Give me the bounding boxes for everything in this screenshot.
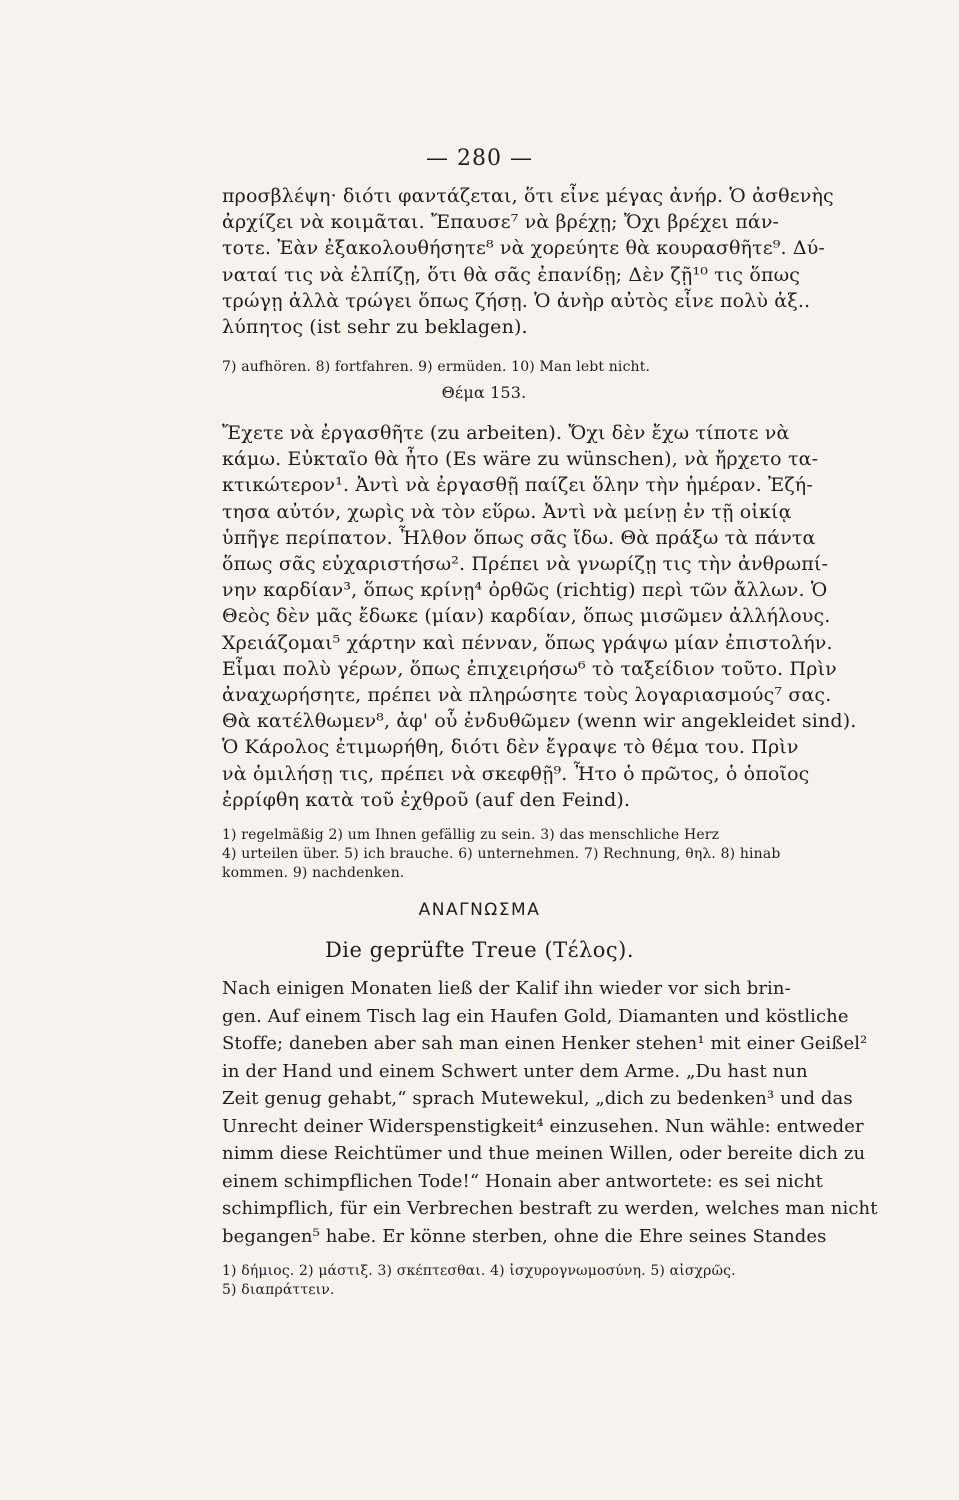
footnote-line: kommen. 9) nachdenken. <box>222 865 405 881</box>
text-line: Ἔχετε νὰ ἐργασθῆτε (zu arbeiten). Ὄχι δὲν ἔχω τίποτε νὰ <box>222 422 790 444</box>
footnote-line: 1) δήμιος. 2) μάστιξ. 3) σκέπτεσθαι. 4) ἰσχυρογνωμοσύνη. 5) αἰσχρῶς. <box>222 1263 736 1279</box>
text-line: ὅπως σᾶς εὐχαριστήσω². Πρέπει νὰ γνωρίζῃ τις τὴν ἀνθρωπί- <box>222 553 829 576</box>
text-line: ὑπῆγε περίπατον. Ἦλθον ὅπως σᾶς ἴδω. Θὰ πράξω τὰ πάντα <box>222 526 816 549</box>
text-line: ναταί τις νὰ ἐλπίζῃ, ὅτι θὰ σᾶς ἐπανίδῃ; Δὲν ζῇ¹⁰ τις ὅπως <box>222 263 801 286</box>
text-line: schimpflich, für ein Verbrechen bestraft zu werden, welches man nicht <box>222 1198 878 1219</box>
section-heading: ΑΝΑΓΝΩΣΜΑ <box>418 900 541 920</box>
text-line: κτικώτερον¹. Ἀντὶ νὰ ἐργασθῇ παίζει ὅλην τὴν ἡμέραν. Ἐζή- <box>222 474 813 497</box>
text-line: Stoffe; daneben aber sah man einen Henker stehen¹ mit einer Geißel² <box>222 1033 868 1054</box>
theme-paragraph <box>222 420 857 813</box>
text-line: Unrecht deiner Widerspenstigkeit⁴ einzusehen. Nun wähle: entweder <box>222 1115 864 1137</box>
text-line: νην καρδίαν³, ὅπως κρίνῃ⁴ ὀρθῶς (richtig) περὶ τῶν ἄλλων. Ὁ <box>222 579 828 602</box>
text-line: λύπητος (ist sehr zu beklagen). <box>222 316 528 339</box>
text-line: in der Hand und einem Schwert unter dem Arme. „Du hast nun <box>222 1060 808 1082</box>
story-paragraph <box>222 975 878 1250</box>
text-line: Χρειάζομαι⁵ χάρτην καὶ πένναν, ὅπως γράψω μίαν ἐπιστολήν. <box>222 631 833 654</box>
text-line: ἀρχίζει νὰ κοιμᾶται. Ἔπαυσε⁷ νὰ βρέχῃ; Ὄχι βρέχει πάν- <box>222 211 780 234</box>
text-line: Θὰ κατέλθωμεν⁸, ἀφ' οὗ ἐνδυθῶμεν (wenn wir angekleidet sind). <box>222 710 857 733</box>
text-line: τρώγῃ ἀλλὰ τρώγει ὅπως ζήσῃ. Ὁ ἀνὴρ αὐτὸς εἶνε πολὺ ἀξ.. <box>222 289 811 312</box>
footnote-line: 4) urteilen über. 5) ich brauche. 6) unternehmen. 7) Rechnung, θηλ. 8) hinab <box>222 846 781 862</box>
footnote-line: 7) aufhören. 8) fortfahren. 9) ermüden. 10) Man lebt nicht. <box>222 359 651 375</box>
text-line: προσβλέψη· διότι φαντάζεται, ὅτι εἶνε μέγας ἀνήρ. Ὁ ἀσθενὴς <box>222 185 834 207</box>
text-line: Εἶμαι πολὺ γέρων, ὅπως ἐπιχειρήσω⁶ τὸ ταξείδιον τοῦτο. Πρὶν <box>222 657 837 680</box>
footnotes-top <box>222 358 746 377</box>
text-line: gen. Auf einem Tisch lag ein Haufen Gold, Diamanten und köstliche <box>222 1005 849 1027</box>
text-line: τησα αὐτόν, χωρὶς νὰ τὸν εὕρω. Ἀντὶ νὰ μείνῃ ἐν τῇ οἰκίᾳ <box>222 500 792 523</box>
page-number: — 280 — <box>426 146 533 171</box>
text-line: κάμω. Εὐκταῖο θὰ ἦτο (Es wäre zu wünschen), νὰ ἤρχετο τα- <box>222 448 819 471</box>
text-line: einem schimpflichen Tode!“ Honain aber antwortete: es sei nicht <box>222 1170 823 1192</box>
text-line: nimm diese Reichtümer und thue meinen Willen, oder bereite dich zu <box>222 1143 866 1164</box>
story-title: Die geprüfte Treue (Τέλος). <box>324 938 635 962</box>
text-line: Ὁ Κάρολος ἐτιμωρήθη, διότι δὲν ἔγραψε τὸ θέμα του. Πρὶν <box>222 736 799 759</box>
footnote-line: 5) διαπράττειν. <box>222 1282 335 1298</box>
text-line: Zeit genug gehabt,“ sprach Mutewekul, „dich zu bedenken³ und das <box>222 1088 853 1109</box>
footnotes-bottom <box>222 1262 746 1300</box>
text-line: Nach einigen Monaten ließ der Kalif ihn wieder vor sich brin- <box>222 978 791 999</box>
text-line: ἀναχωρήσητε, πρέπει νὰ πληρώσητε τοὺς λογαριασμούς⁷ σας. <box>222 684 832 707</box>
top-paragraph <box>222 183 834 340</box>
text-line: begangen⁵ habe. Er könne sterben, ohne die Ehre seines Standes <box>222 1225 827 1247</box>
theme-heading: Θέμα 153. <box>441 383 527 402</box>
footnotes-mid <box>222 826 781 883</box>
footnote-line: 1) regelmäßig 2) um Ihnen gefällig zu sein. 3) das menschliche Herz <box>222 827 720 843</box>
theme-heading-block <box>222 380 746 406</box>
text-line: Θεὸς δὲν μᾶς ἔδωκε (μίαν) καρδίαν, ὅπως μισῶμεν ἀλλήλους. <box>222 605 831 628</box>
text-line: τοτε. Ἐὰν ἐξακολουθήσητε⁸ νὰ χορεύητε θὰ κουρασθῆτε⁹. Δύ- <box>222 237 826 260</box>
text-line: ἐρρίφθη κατὰ τοῦ ἐχθροῦ (auf den Feind). <box>222 788 631 811</box>
text-line: νὰ ὁμιλήσῃ τις, πρέπει νὰ σκεφθῇ⁹. Ἦτο ὁ πρῶτος, ὁ ὁποῖος <box>222 762 810 785</box>
